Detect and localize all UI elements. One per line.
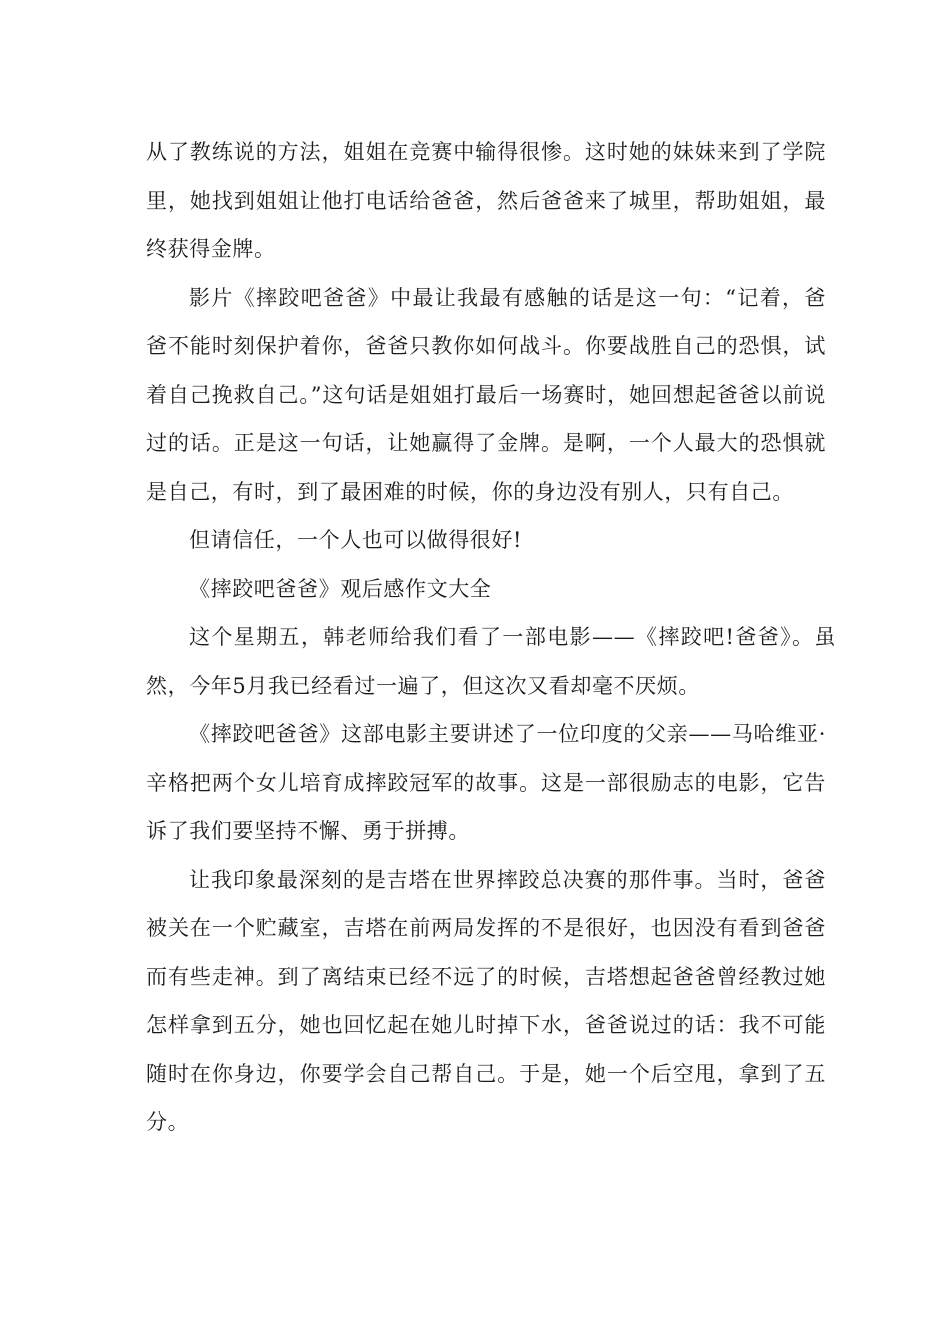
paragraph-6: 让我印象最深刻的是吉塔在世界摔跤总决赛的那件事。当时，爸爸被关在一个贮藏室，吉塔在前两局发挥的不是很好，也因没有看到爸爸而有些走神。到了离结束已经不远了的时候，吉塔想起爸爸曾经教过她怎样拿到五分，她也回忆起在她儿时掉下水，爸爸说过的话：我不可能随时在你身边，你要学会自己帮自己。于是，她一个后空甩，拿到了五分。 xyxy=(146,867,826,1134)
paragraph-4: 这个星期五，韩老师给我们看了一部电影——《摔跤吧!爸爸》。虽然，今年5月我已经看过一遍了，但这次又看却毫不厌烦。 xyxy=(146,625,836,698)
essay-title: 《摔跤吧爸爸》观后感作文大全 xyxy=(189,576,492,601)
paragraph-1: 从了教练说的方法，姐姐在竞赛中输得很惨。这时她的妹妹来到了学院里，她找到姐姐让他打电话给爸爸，然后爸爸来了城里，帮助姐姐，最终获得金牌。 xyxy=(146,140,826,261)
paragraph-2: 影片《摔跤吧爸爸》中最让我最有感触的话是这一句：“记着，爸爸不能时刻保护着你，爸爸只教你如何战斗。你要战胜自己的恐惧，试着自己挽救自己。”这句话是姐姐打最后一场赛时，她回想起爸爸以前说过的话。正是这一句话，让她赢得了金牌。是啊，一个人最大的恐惧就是自己，有时，到了最困难的时候，你的身边没有别人，只有自己。 xyxy=(146,285,826,504)
document-body xyxy=(146,128,836,1147)
paragraph-5: 《摔跤吧爸爸》这部电影主要讲述了一位印度的父亲——马哈维亚·辛格把两个女儿培育成摔跤冠军的故事。这是一部很励志的电影，它告诉了我们要坚持不懈、勇于拼搏。 xyxy=(146,722,826,843)
paragraph-3: 但请信任，一个人也可以做得很好! xyxy=(189,528,523,552)
